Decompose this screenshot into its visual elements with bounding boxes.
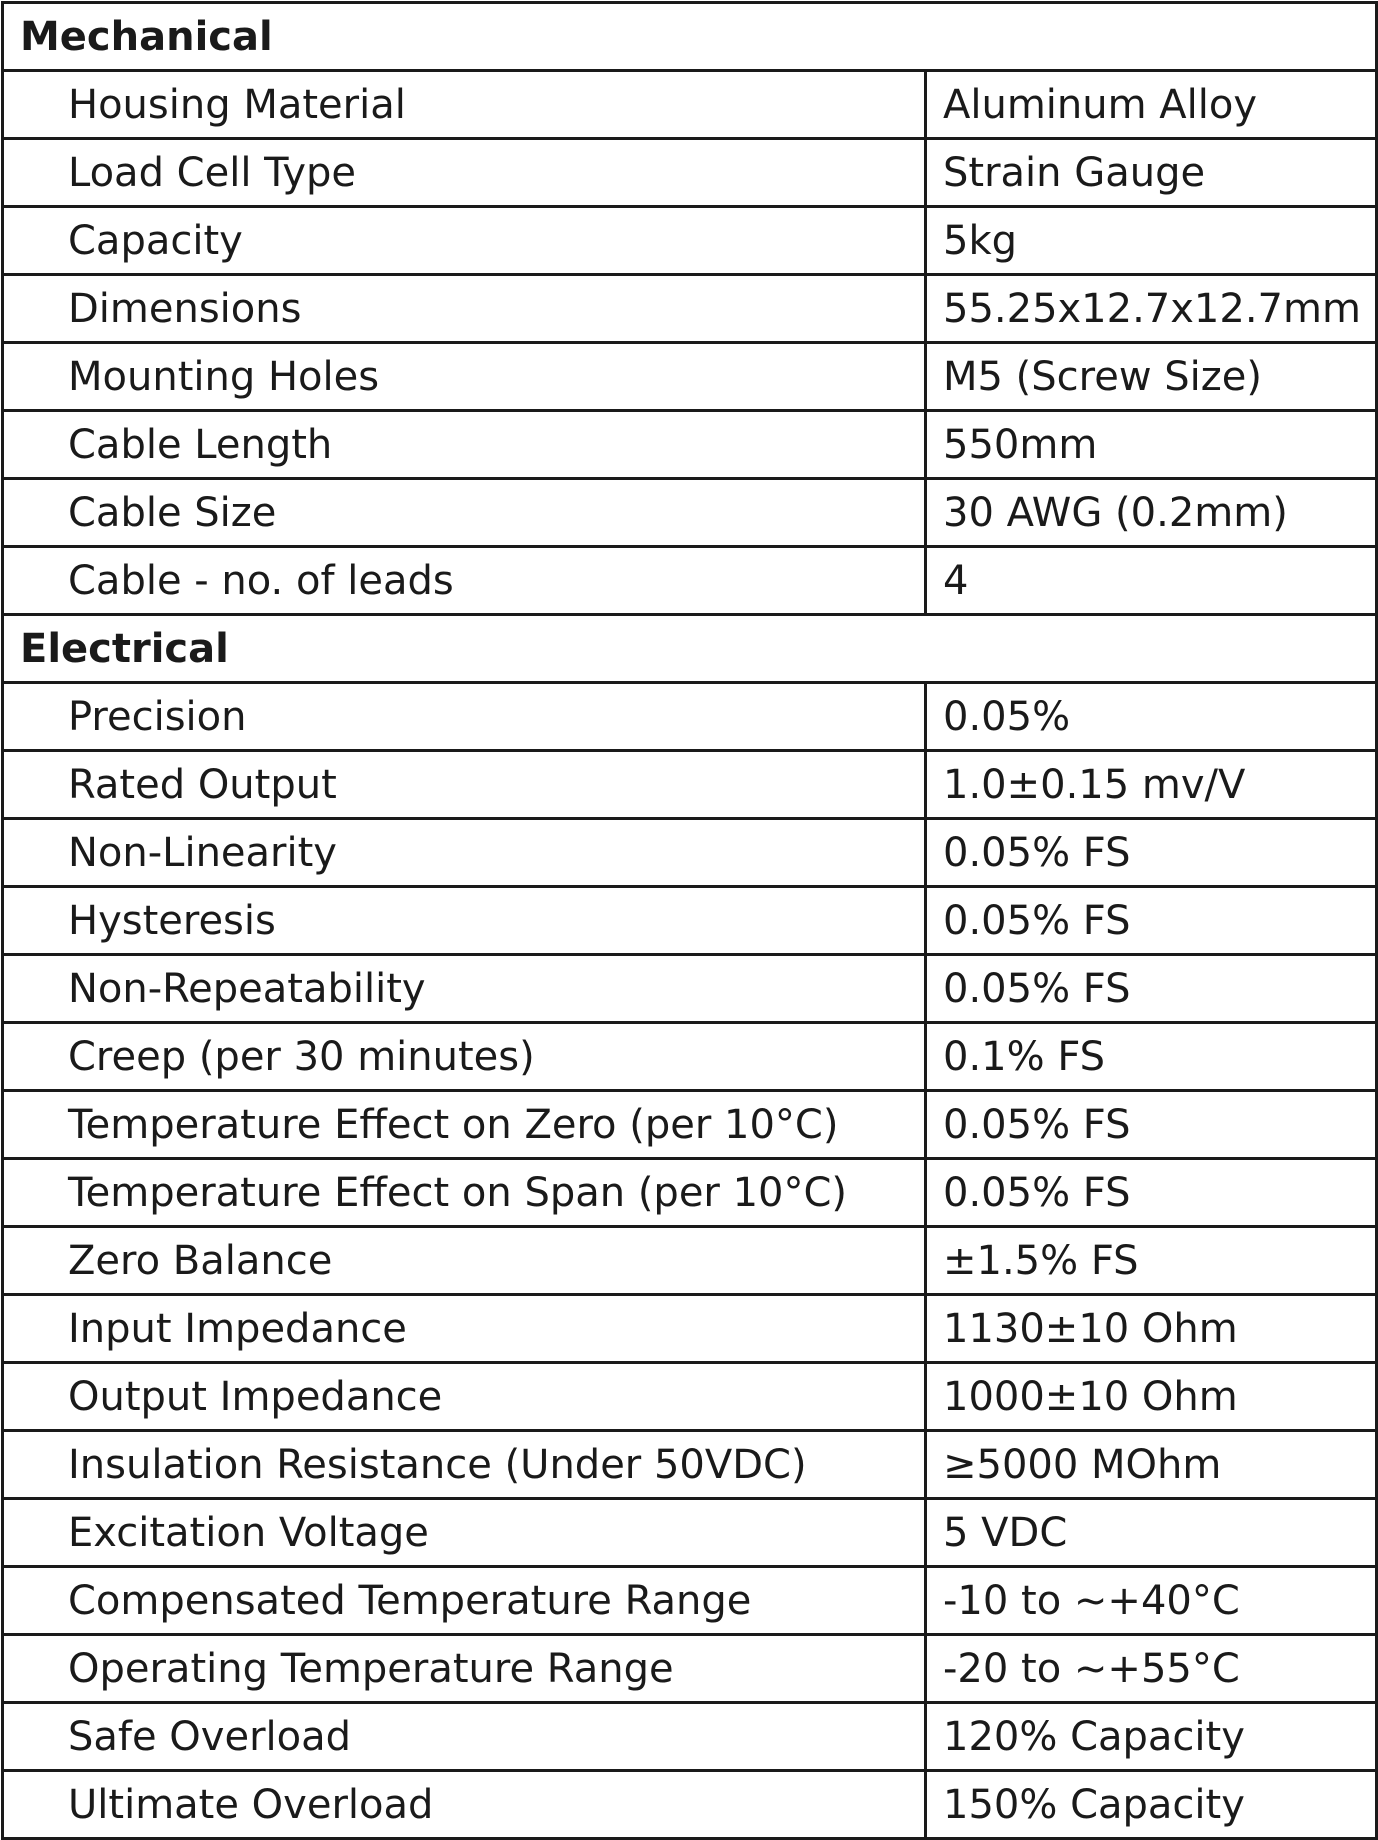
parameter-name: Capacity xyxy=(3,207,926,275)
spec-table xyxy=(1,1,1378,1840)
section-header-electrical xyxy=(3,615,1377,683)
parameter-value: -10 to ~+40°C xyxy=(926,1567,1377,1635)
table-row xyxy=(3,1703,1377,1771)
parameter-value: 0.1% FS xyxy=(926,1023,1377,1091)
table-row xyxy=(3,207,1377,275)
table-row xyxy=(3,1499,1377,1567)
table-row xyxy=(3,955,1377,1023)
parameter-name: Insulation Resistance (Under 50VDC) xyxy=(3,1431,926,1499)
table-row xyxy=(3,139,1377,207)
parameter-name: Hysteresis xyxy=(3,887,926,955)
parameter-value: 0.05% xyxy=(926,683,1377,751)
spec-table-body xyxy=(3,3,1377,1839)
parameter-value: ≥5000 MOhm xyxy=(926,1431,1377,1499)
parameter-value: 0.05% FS xyxy=(926,819,1377,887)
table-row xyxy=(3,71,1377,139)
table-row xyxy=(3,547,1377,615)
table-row xyxy=(3,819,1377,887)
table-row xyxy=(3,1023,1377,1091)
table-row xyxy=(3,1091,1377,1159)
parameter-name: Cable Length xyxy=(3,411,926,479)
parameter-name: Safe Overload xyxy=(3,1703,926,1771)
table-row xyxy=(3,1635,1377,1703)
table-row xyxy=(3,1567,1377,1635)
table-row xyxy=(3,887,1377,955)
parameter-name: Non-Linearity xyxy=(3,819,926,887)
parameter-value: 1000±10 Ohm xyxy=(926,1363,1377,1431)
parameter-name: Rated Output xyxy=(3,751,926,819)
parameter-value: 550mm xyxy=(926,411,1377,479)
parameter-name: Cable - no. of leads xyxy=(3,547,926,615)
parameter-name: Temperature Effect on Span (per 10°C) xyxy=(3,1159,926,1227)
table-row xyxy=(3,683,1377,751)
parameter-value: 1130±10 Ohm xyxy=(926,1295,1377,1363)
parameter-value: -20 to ~+55°C xyxy=(926,1635,1377,1703)
parameter-name: Ultimate Overload xyxy=(3,1771,926,1839)
parameter-value: Strain Gauge xyxy=(926,139,1377,207)
parameter-value: 0.05% FS xyxy=(926,1091,1377,1159)
parameter-name: Housing Material xyxy=(3,71,926,139)
parameter-name: Non-Repeatability xyxy=(3,955,926,1023)
parameter-value: 120% Capacity xyxy=(926,1703,1377,1771)
section-title: Electrical xyxy=(3,615,1377,683)
parameter-value: 5kg xyxy=(926,207,1377,275)
parameter-name: Load Cell Type xyxy=(3,139,926,207)
table-row xyxy=(3,1295,1377,1363)
table-row xyxy=(3,1363,1377,1431)
parameter-value: 30 AWG (0.2mm) xyxy=(926,479,1377,547)
parameter-value: ±1.5% FS xyxy=(926,1227,1377,1295)
parameter-name: Mounting Holes xyxy=(3,343,926,411)
parameter-value: 4 xyxy=(926,547,1377,615)
parameter-name: Precision xyxy=(3,683,926,751)
parameter-name: Temperature Effect on Zero (per 10°C) xyxy=(3,1091,926,1159)
table-row xyxy=(3,1771,1377,1839)
table-row xyxy=(3,1227,1377,1295)
table-row xyxy=(3,343,1377,411)
parameter-name: Cable Size xyxy=(3,479,926,547)
parameter-name: Zero Balance xyxy=(3,1227,926,1295)
parameter-value: 150% Capacity xyxy=(926,1771,1377,1839)
parameter-value: M5 (Screw Size) xyxy=(926,343,1377,411)
parameter-value: 55.25x12.7x12.7mm xyxy=(926,275,1377,343)
parameter-value: 1.0±0.15 mv/V xyxy=(926,751,1377,819)
parameter-name: Dimensions xyxy=(3,275,926,343)
section-header-mechanical xyxy=(3,3,1377,71)
parameter-name: Excitation Voltage xyxy=(3,1499,926,1567)
parameter-value: 5 VDC xyxy=(926,1499,1377,1567)
section-title: Mechanical xyxy=(3,3,1377,71)
parameter-value: Aluminum Alloy xyxy=(926,71,1377,139)
parameter-name: Operating Temperature Range xyxy=(3,1635,926,1703)
table-row xyxy=(3,411,1377,479)
table-row xyxy=(3,1159,1377,1227)
parameter-name: Creep (per 30 minutes) xyxy=(3,1023,926,1091)
parameter-name: Compensated Temperature Range xyxy=(3,1567,926,1635)
parameter-value: 0.05% FS xyxy=(926,955,1377,1023)
parameter-name: Output Impedance xyxy=(3,1363,926,1431)
table-row xyxy=(3,479,1377,547)
table-row xyxy=(3,751,1377,819)
parameter-value: 0.05% FS xyxy=(926,887,1377,955)
parameter-value: 0.05% FS xyxy=(926,1159,1377,1227)
table-row xyxy=(3,275,1377,343)
table-row xyxy=(3,1431,1377,1499)
parameter-name: Input Impedance xyxy=(3,1295,926,1363)
